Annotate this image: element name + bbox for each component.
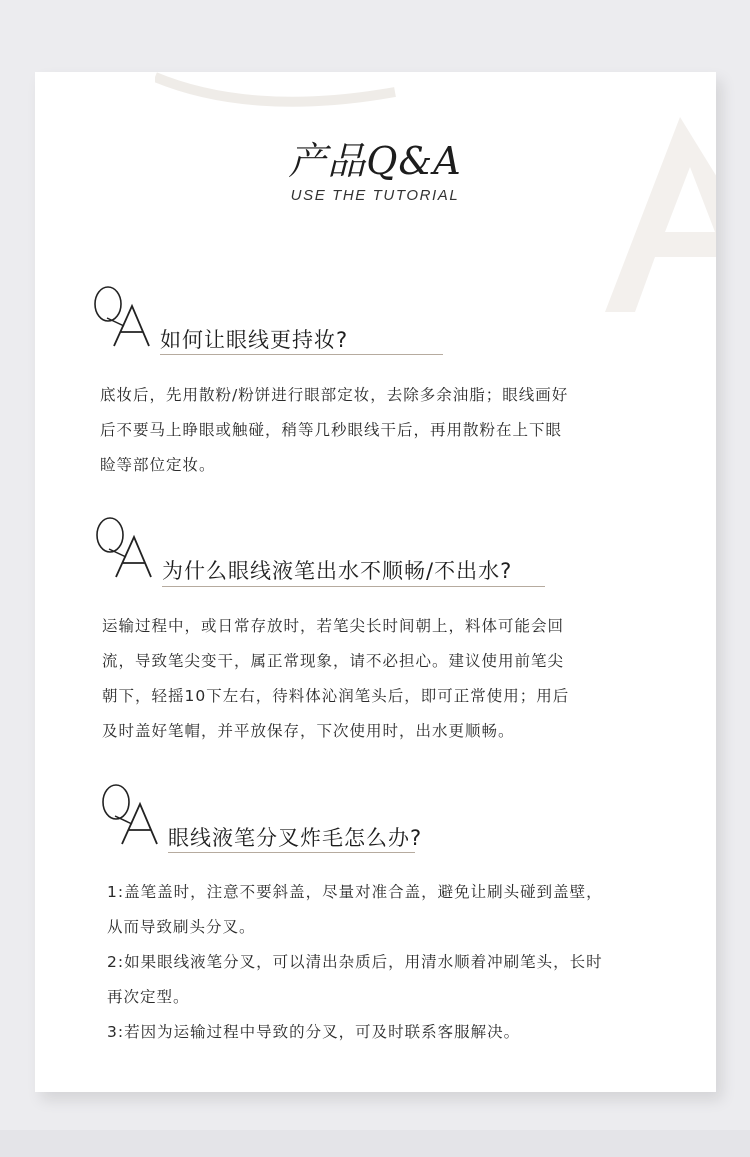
answer-line: 流，导致笔尖变干，属正常现象，请不必担心。建议使用前笔尖 — [102, 652, 565, 670]
page-bottom-band — [0, 1130, 750, 1157]
page-subtitle: USE THE TUTORIAL — [290, 187, 460, 204]
answer-line: 睑等部位定妆。 — [100, 456, 216, 474]
question-underline — [168, 852, 415, 853]
answer-line: 从而导致刷头分叉。 — [107, 918, 256, 936]
qa-monogram-icon — [93, 515, 153, 579]
question-heading: 为什么眼线液笔出水不顺畅/不出水? — [162, 559, 513, 583]
question-heading: 眼线液笔分叉炸毛怎么办? — [168, 826, 423, 850]
question-underline — [162, 586, 545, 587]
header — [35, 130, 716, 204]
answer-line: 运输过程中，或日常存放时，若笔尖长时间朝上，料体可能会回 — [102, 617, 565, 635]
answer-text — [107, 875, 603, 1050]
answer-text — [102, 609, 569, 749]
question-underline — [160, 354, 443, 355]
qa-monogram-icon — [91, 284, 151, 348]
answer-line: 后不要马上睁眼或触碰，稍等几秒眼线干后，再用散粉在上下眼 — [100, 421, 563, 439]
question-heading: 如何让眼线更持妆? — [160, 328, 349, 352]
page-title: 产品Q&A — [288, 139, 462, 183]
answer-text — [100, 378, 568, 483]
answer-line: 1:盖笔盖时，注意不要斜盖，尽量对准合盖，避免让刷头碰到盖壁， — [107, 883, 603, 901]
qa-card — [35, 72, 716, 1092]
answer-line: 2:如果眼线液笔分叉，可以清出杂质后，用清水顺着冲刷笔头，长时 — [107, 953, 603, 971]
qa-monogram-icon — [99, 782, 159, 846]
answer-line: 3:若因为运输过程中导致的分叉，可及时联系客服解决。 — [107, 1023, 521, 1041]
answer-line: 底妆后，先用散粉/粉饼进行眼部定妆，去除多余油脂；眼线画好 — [100, 386, 569, 404]
answer-line: 再次定型。 — [107, 988, 190, 1006]
answer-line: 及时盖好笔帽，并平放保存，下次使用时，出水更顺畅。 — [102, 722, 515, 740]
swoosh-decoration — [155, 72, 415, 132]
answer-line: 朝下，轻摇10下左右，待料体沁润笔头后，即可正常使用；用后 — [102, 687, 570, 705]
